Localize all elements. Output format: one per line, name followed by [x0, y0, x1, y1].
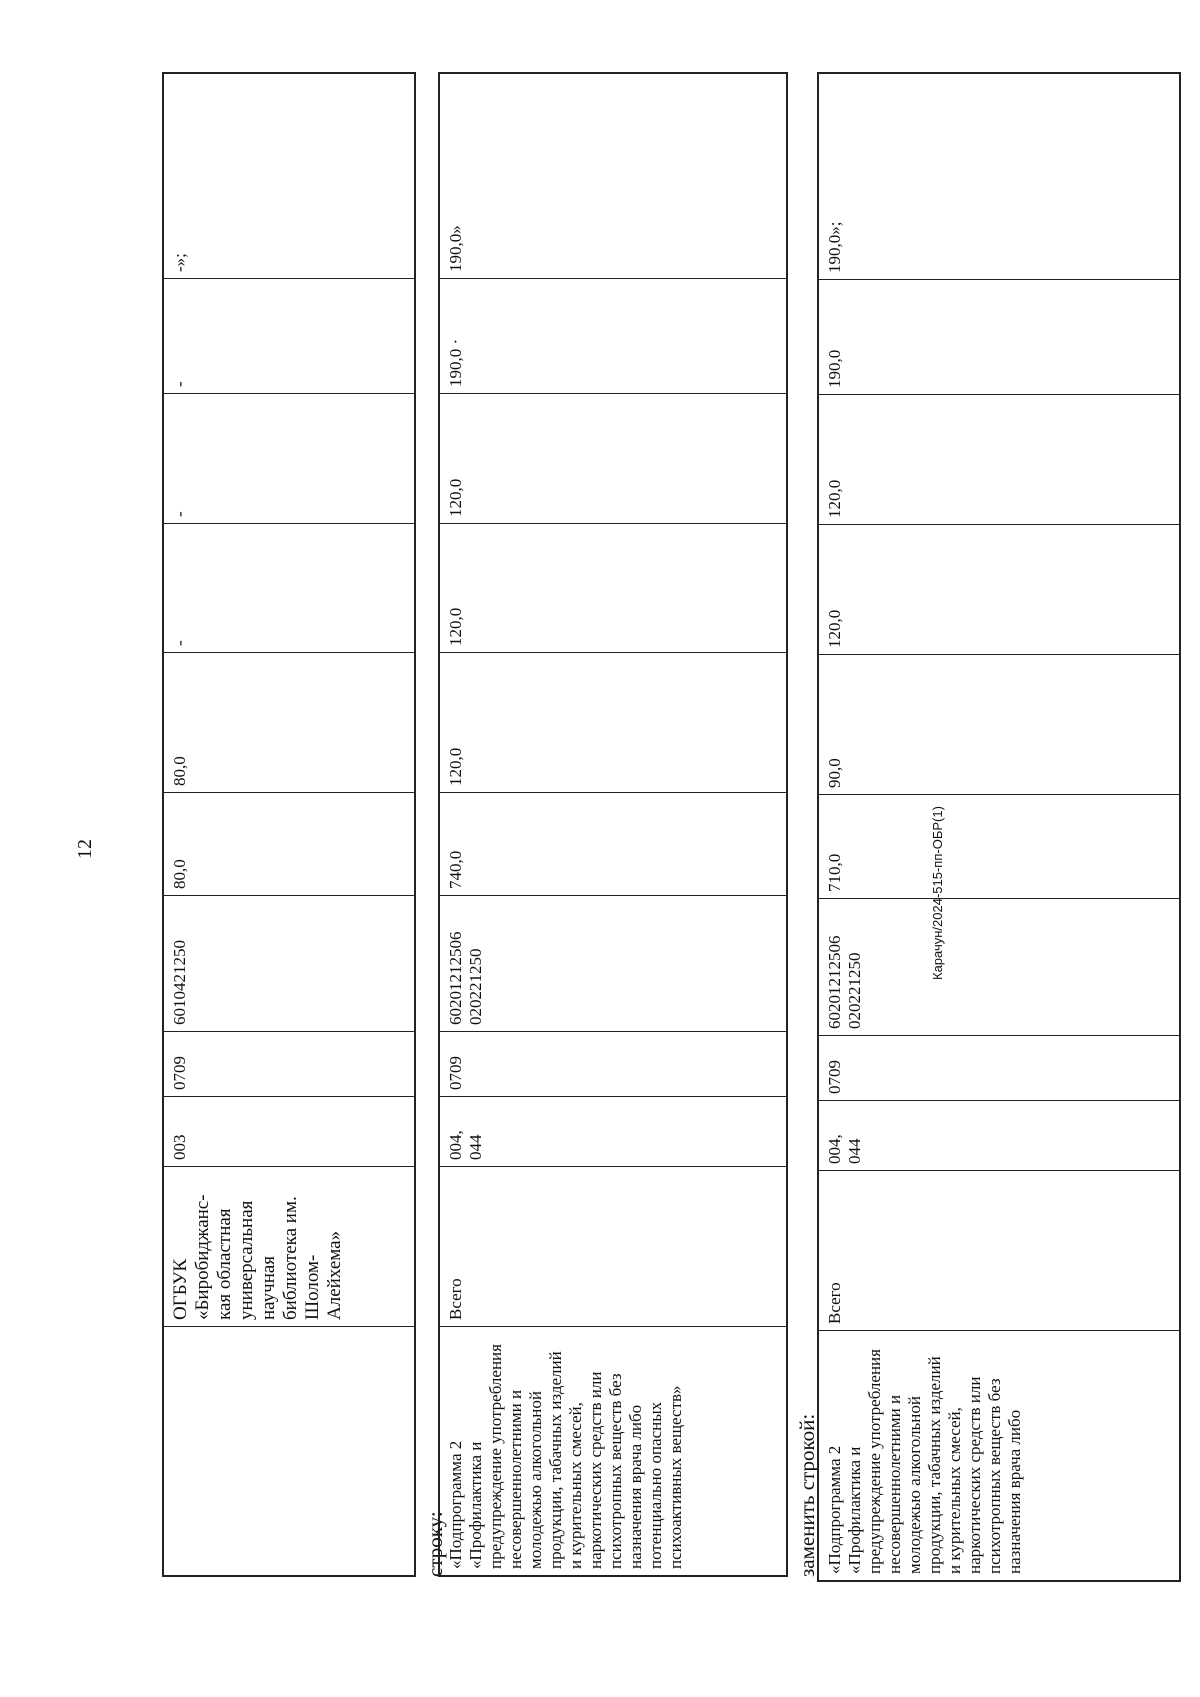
table-cell-col-total — [819, 794, 1179, 897]
caption-before: строку: — [423, 1511, 447, 1577]
cell-text: Всего — [446, 1277, 465, 1320]
cell-text: 120,0 — [825, 610, 844, 649]
table-cell-col-y5 — [819, 74, 1179, 279]
table-cell-col-grbs — [164, 1096, 414, 1166]
table-cell-col-y2 — [819, 524, 1179, 654]
cell-text: 90,0 — [825, 758, 844, 789]
cell-text: -»; — [170, 253, 189, 273]
table-cell-col-rzpr — [164, 1031, 414, 1096]
table-cell-col-executor — [164, 1166, 414, 1326]
document-code: Карачун/2024-515-пп-ОБР(1) — [930, 806, 945, 980]
page-number: 12 — [74, 839, 96, 859]
caption-after: заменить строкой: — [795, 1413, 819, 1577]
table-cell-col-y4 — [819, 279, 1179, 394]
table-cell-col-y4 — [440, 278, 786, 393]
cell-text: 004, 044 — [446, 1130, 485, 1161]
cell-text: 80,0 — [170, 859, 189, 889]
cell-text: 190,0 · — [446, 338, 465, 388]
table-cell-col-y4 — [164, 278, 414, 393]
cell-text: 6010421250 — [170, 940, 189, 1026]
table-cell-col-y3 — [440, 393, 786, 523]
cell-text: 740,0 — [446, 850, 465, 889]
cell-text: 0709 — [825, 1059, 844, 1094]
table-cell-col-y2 — [164, 523, 414, 653]
table-fragment-2 — [438, 72, 788, 1577]
table-cell-col-rzpr — [440, 1031, 786, 1096]
table-cell-col-name — [819, 1330, 1179, 1580]
table-fragment-3 — [817, 72, 1181, 1582]
cell-text: 190,0» — [446, 225, 465, 273]
cell-text: 0709 — [170, 1056, 189, 1091]
table-cell-col-csr — [440, 895, 786, 1032]
table-cell-col-executor — [440, 1166, 786, 1326]
table-cell-col-grbs — [819, 1100, 1179, 1170]
cell-text: 004, 044 — [825, 1133, 864, 1164]
table-cell-col-csr — [819, 898, 1179, 1035]
table-cell-col-name — [164, 1326, 414, 1575]
table-cell-col-y5 — [440, 74, 786, 278]
table-cell-col-y1 — [440, 652, 786, 792]
table-cell-col-total — [164, 792, 414, 895]
cell-text: ОГБУК «Биробиджанс- кая областная универсальная научная библиотека им. Шолом- Алейхема» — [170, 1194, 345, 1320]
cell-text: 710,0 — [825, 853, 844, 892]
cell-text: Всего — [825, 1282, 844, 1324]
table-cell-col-y5 — [164, 74, 414, 278]
table-cell-col-rzpr — [819, 1035, 1179, 1100]
cell-text: - — [170, 511, 189, 517]
cell-text: 190,0 — [825, 349, 844, 389]
table-cell-col-y3 — [164, 393, 414, 523]
table-cell-col-name — [440, 1326, 786, 1575]
cell-text: 190,0»; — [825, 221, 844, 274]
table-cell-col-y1 — [819, 654, 1179, 794]
table-cell-col-total — [440, 792, 786, 895]
cell-text: 80,0 — [170, 756, 189, 787]
cell-text: 120,0 — [825, 480, 844, 519]
table-fragment-1 — [162, 72, 416, 1577]
table-cell-col-y3 — [819, 394, 1179, 524]
cell-text: 60201212506 020221250 — [446, 931, 485, 1026]
table-cell-col-executor — [819, 1170, 1179, 1330]
table-cell-col-y1 — [164, 652, 414, 792]
cell-text: 120,0 — [446, 608, 465, 647]
cell-text: 60201212506 020221250 — [825, 935, 864, 1029]
table-cell-col-y2 — [440, 523, 786, 653]
table-cell-col-grbs — [440, 1096, 786, 1166]
cell-text: 120,0 — [446, 478, 465, 517]
cell-text: - — [170, 640, 189, 647]
cell-text: - — [170, 381, 189, 388]
cell-text: «Подпрограмма 2 «Профилактика и предупреждение употребления несовершеннолетними и молодежью алкогольной продукции, табачных изделий и курительных смесей, наркотических средств или психотропных веществ без назначения врача либо — [825, 1349, 1024, 1574]
cell-text: «Подпрограмма 2 «Профилактика и предупреждение употребления несовершеннолетними и молодежью алкогольной продукции, табачных изделий и курительных смесей, наркотических средств или психотропных веществ без назначения врача либо потенциально опасных психоактивных веществ» — [446, 1344, 685, 1569]
cell-text: 0709 — [446, 1056, 465, 1091]
cell-text: 003 — [170, 1134, 189, 1161]
cell-text: 120,0 — [446, 747, 465, 787]
table-cell-col-csr — [164, 895, 414, 1032]
